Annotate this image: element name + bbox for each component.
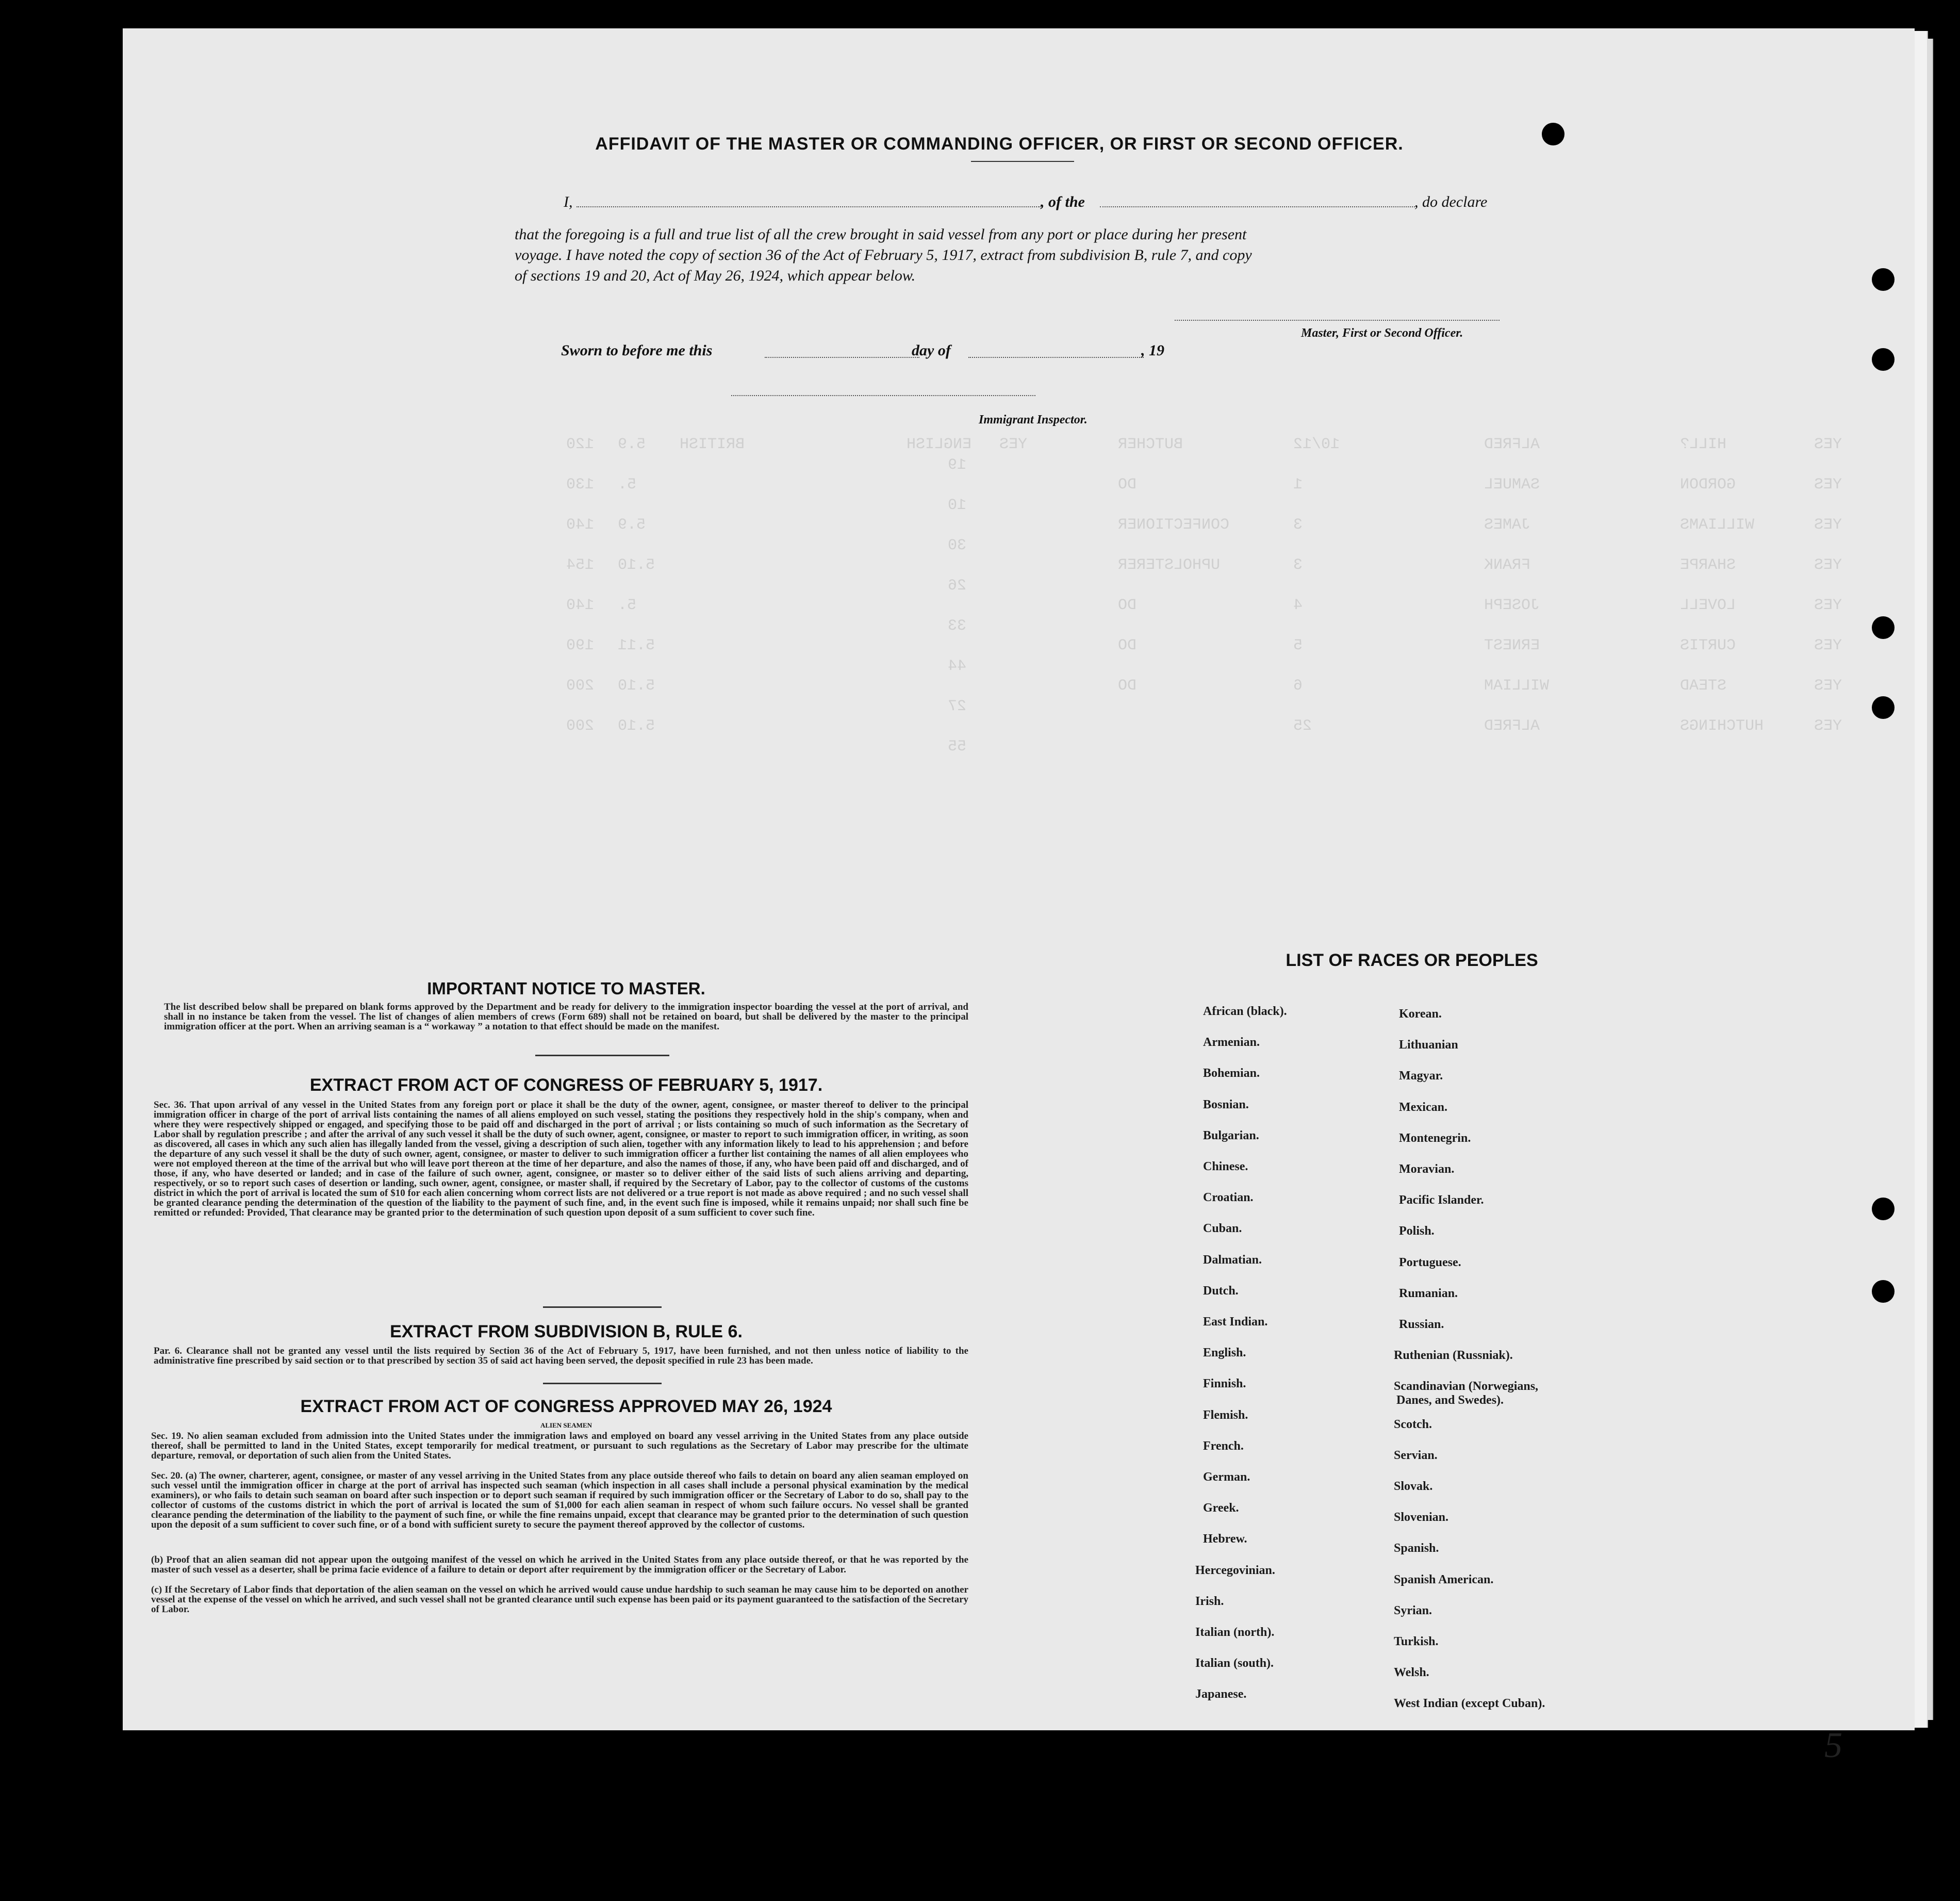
- race-item: English.: [1203, 1346, 1246, 1360]
- race-item: Russian.: [1399, 1318, 1444, 1331]
- margin-mark: 5: [1824, 1726, 1842, 1765]
- bleed-cell: 200: [566, 717, 595, 735]
- vessel-name-field[interactable]: [1100, 206, 1417, 207]
- bleed-age: 33: [948, 617, 967, 635]
- bleed-cell: YES: [999, 436, 1028, 453]
- bleed-cell: 5.11: [618, 637, 655, 654]
- bleed-cell: 25: [1293, 717, 1312, 735]
- race-item: Syrian.: [1394, 1603, 1432, 1617]
- master-caption: Master, First or Second Officer.: [1301, 326, 1463, 340]
- bleed-cell: DO: [1118, 476, 1137, 494]
- bleed-cell: BRITISH: [680, 436, 745, 453]
- bleed-cell: 5.10: [618, 717, 655, 735]
- bleed-cell: UPHOLSTERER: [1118, 556, 1221, 574]
- race-item: Polish.: [1399, 1224, 1435, 1238]
- bleed-cell: YES: [1814, 717, 1842, 735]
- sec-19-text: Sec. 19. No alien seaman excluded from admission into the United States under the immigration laws and employed on board any vessel arriving in the United States from any place outside thereof, shall be permitted to land in the United States, except temporarily for medical treatment, or pursuant to such regulations as the Secretary of Labor may prescribe for the ultimate departure, removal, or deportation of such alien from the United States.: [151, 1431, 968, 1461]
- race-item: Portuguese.: [1399, 1255, 1461, 1269]
- race-item: French.: [1203, 1439, 1244, 1453]
- bleed-cell: JAMES: [1484, 516, 1531, 534]
- bleed-cell: 5.10: [618, 677, 655, 695]
- extract-1917-rule: [543, 1306, 662, 1308]
- subdivision-title: EXTRACT FROM SUBDIVISION B, RULE 6.: [390, 1322, 743, 1341]
- bleed-cell: SHARPE: [1680, 556, 1736, 574]
- bleed-cell: 200: [566, 677, 595, 695]
- affidavit-line-3: of sections 19 and 20, Act of May 26, 1924, which appear below.: [515, 267, 916, 284]
- race-item: East Indian.: [1203, 1315, 1268, 1329]
- bleed-age: 10: [948, 497, 967, 514]
- bleed-cell: 154: [566, 556, 595, 574]
- race-item: Italian (north).: [1195, 1626, 1275, 1639]
- race-item: Mexican.: [1399, 1100, 1447, 1114]
- sworn-month-field[interactable]: [968, 357, 1144, 358]
- binder-hole: [1872, 616, 1895, 639]
- bleed-cell: SAMUEL: [1484, 476, 1540, 494]
- bleed-cell: ALFRED: [1484, 717, 1540, 735]
- race-item: Pacific Islander.: [1399, 1193, 1484, 1207]
- bleed-cell: HUTCHINGS: [1680, 717, 1764, 735]
- bleed-age: 30: [948, 537, 967, 554]
- race-item: Flemish.: [1203, 1408, 1248, 1422]
- binder-hole: [1872, 1198, 1895, 1220]
- race-item: Hercegovinian.: [1195, 1563, 1275, 1577]
- binder-hole: [1872, 1280, 1895, 1303]
- race-item: Slovenian.: [1394, 1511, 1449, 1525]
- bleed-cell: 5.: [618, 597, 637, 614]
- extract-1917-title: EXTRACT FROM ACT OF CONGRESS OF FEBRUARY 5, 1917.: [309, 1075, 823, 1095]
- race-item: Finnish.: [1203, 1377, 1246, 1391]
- bleed-cell: LOVELL: [1680, 597, 1736, 614]
- affidavit-of-the: , of the: [1041, 193, 1085, 210]
- race-item: Turkish.: [1394, 1635, 1439, 1648]
- bleed-cell: 5: [1293, 637, 1303, 654]
- bleed-cell: WILLIAM: [1484, 677, 1550, 695]
- sec-20c-text: (c) If the Secretary of Labor finds that deportation of the alien seaman on the vessel on which he arrived would cause undue hardship to such seaman he may cause him to be deported on another vessel at the expense of the vessel on which he arrived, and such vessel shall not be granted clearance until such expense has been paid or its payment guaranteed to the satisfaction of the Secretary of Labor.: [151, 1584, 968, 1615]
- bleed-cell: STEAD: [1680, 677, 1727, 695]
- bleed-cell: WILLIAMS: [1680, 516, 1755, 534]
- affidavit-title: AFFIDAVIT OF THE MASTER OR COMMANDING OFFICER, OR FIRST OR SECOND OFFICER.: [595, 134, 1404, 154]
- notice-text: The list described below shall be prepared on blank forms approved by the Department and be ready for delivery to the immigration inspector boarding the vessel at the port of arrival, and shall in no instance be taken from the vessel. The list of changes of alien members of crews (Form 689) shall not be retained on board, but shall be delivered by the master to the principal immigration officer at the port. When an arriving seaman is a “ workaway ” a notation to that effect should be made on the manifest.: [164, 1002, 968, 1032]
- race-item: Japanese.: [1195, 1687, 1247, 1701]
- subdivision-text: Par. 6. Clearance shall not be granted any vessel until the lists required by Section 36 of the Act of February 5, 1917, have been furnished, and not then unless notice of liability to the administrative fine prescribed by said section or to that prescribed by section 35 of said act having been served, the deposit specified in rule 23 has been made.: [154, 1346, 968, 1366]
- day-of-label: day of: [912, 342, 951, 359]
- affidavit-line-2: voyage. I have noted the copy of section 36 of the Act of February 5, 1917, extract from subdivision B, rule 7, and copy: [515, 247, 1252, 264]
- race-item: African (black).: [1203, 1005, 1287, 1018]
- affidavit-i-label: I,: [564, 193, 573, 210]
- affidavit-line-1: that the foregoing is a full and true list of all the crew brought in said vessel from any port or place during her present: [515, 226, 1247, 243]
- extract-1917-text: Sec. 36. That upon arrival of any vessel in the United States from any foreign port or place it shall be the duty of the owner, agent, consignee, or master thereof to deliver to the principal immigration officer in charge of the port of arrival lists containing the names of all aliens employed on such vessel, stating the positions they respectively hold in the ship's company, when and where they were respectively shipped or engaged, and specifying those to be paid off and discharged in the port of arrival ; or lists containing so much of such information as the Secretary of Labor shall by regulation prescribe ; and after the arrival of any such vessel it shall be the duty of such owner, agent, consignee, or master to report to such immigration officer, in writing, as soon as discovered, all cases in which any such alien has illegally landed from the vessel, giving a description of such alien, together with any information likely to lead to his apprehension ; and before the departure of any such vessel it shall be the duty of such owner, agent, consignee, or master to deliver to such immigration officer a further list containing the names of all alien employees who were not employed thereon at the time of the arrival but who will leave port thereon at the time of her departure, and also the names of those, if any, who have been paid off and discharged, and of those, if any, who have deserted or landed; and in case of the failure of such owner, agent, consignee, or master so to deliver either of the said lists of such aliens arriving and departing, respectively, or so to report such cases of desertion or landing, such owner, agent, consignee, or master shall, if required by the Secretary of Labor, pay to the collector of customs of the customs district in which the port of arrival is located the sum of $10 for each alien concerning whom correct lists are not delivered or a true report is not made as above required ; and no such vessel shall be granted clearance pending the determination of the question of the liability to the payment of such fine, and, in the event such fine is imposed, while it remains unpaid; nor shall such fine be remitted or refunded: Provided, That clearance may be granted prior to the determination of such question upon deposit of a sum sufficient to cover such fine.: [154, 1100, 968, 1218]
- bleed-cell: DO: [1118, 677, 1137, 695]
- bleed-cell: ERNEST: [1484, 637, 1540, 654]
- bleed-cell: CONFECTIONER: [1118, 516, 1230, 534]
- bleed-cell: 1: [1293, 476, 1303, 494]
- bleed-age: 55: [948, 738, 967, 756]
- bleed-age: 27: [948, 698, 967, 715]
- bleed-age: 44: [948, 658, 967, 675]
- bleed-cell: 5.9: [618, 516, 646, 534]
- race-item: Scandinavian (Norwegians,: [1394, 1380, 1539, 1394]
- race-item: Irish.: [1195, 1594, 1224, 1608]
- race-item: Hebrew.: [1203, 1532, 1247, 1546]
- bleed-age: 19: [948, 456, 967, 474]
- race-item: Dalmatian.: [1203, 1253, 1262, 1267]
- bleed-cell: 5.10: [618, 556, 655, 574]
- binder-hole: [1872, 268, 1895, 291]
- race-scandinavian-continued: Danes, and Swedes).: [1396, 1394, 1504, 1407]
- bleed-cell: ENGLISH: [907, 436, 972, 453]
- bleed-cell: 130: [566, 476, 595, 494]
- race-item: Bosnian.: [1203, 1097, 1249, 1111]
- bleed-cell: DO: [1118, 597, 1137, 614]
- race-item: Bulgarian.: [1203, 1128, 1259, 1142]
- race-item: Armenian.: [1203, 1036, 1260, 1050]
- race-item: Cuban.: [1203, 1222, 1242, 1236]
- sec-20b-text: (b) Proof that an alien seaman did not appear upon the outgoing manifest of the vessel on which he arrived in the United States from any place outside thereof, or that he was reported by the master of such vessel as a deserter, shall be prima facie evidence of a failure to detain or deport after requirement by the immigration officer or the Secretary of Labor.: [151, 1554, 968, 1575]
- race-item: Welsh.: [1394, 1666, 1429, 1680]
- race-item: West Indian (except Cuban).: [1394, 1697, 1545, 1711]
- bleed-cell: FRANK: [1484, 556, 1531, 574]
- inspector-caption: Immigrant Inspector.: [979, 413, 1088, 427]
- race-item: Montenegrin.: [1399, 1131, 1471, 1145]
- race-item: Dutch.: [1203, 1284, 1239, 1298]
- declarant-name-field[interactable]: [577, 206, 1041, 207]
- bleed-cell: 140: [566, 516, 595, 534]
- bleed-cell: 10/12: [1293, 436, 1340, 453]
- bleed-age: 26: [948, 577, 967, 595]
- bleed-cell: DO: [1118, 637, 1137, 654]
- race-item: Slovak.: [1394, 1480, 1433, 1493]
- subdivision-rule: [543, 1383, 662, 1384]
- document-sheet: [123, 28, 1915, 1765]
- title-rule: [971, 161, 1074, 162]
- bleed-cell: BUTCHER: [1118, 436, 1183, 453]
- bleed-cell: GORDON: [1680, 476, 1736, 494]
- extract-1924-title: EXTRACT FROM ACT OF CONGRESS APPROVED MAY 26, 1924: [300, 1397, 832, 1416]
- bleed-cell: YES: [1814, 597, 1842, 614]
- race-item: Scotch.: [1394, 1417, 1432, 1431]
- race-item: Bohemian.: [1203, 1067, 1260, 1080]
- race-item: Greek.: [1203, 1501, 1239, 1515]
- inspector-signature-field[interactable]: [731, 395, 1035, 396]
- sworn-label: Sworn to before me this: [561, 342, 713, 359]
- sec-20a-text: Sec. 20. (a) The owner, charterer, agent, consignee, or master of any vessel arriving in the United States from any place outside thereof who fails to detain on board any alien seaman employed on such vessel until the immigration officer in charge at the port of arrival has inspected such seaman (which inspection in all cases shall include a personal physical examination by the medical examiners), or who fails to detain such seaman on board after such inspection or to deport such seaman if required by such immigration officer or the Secretary of Labor to do so, shall pay to the collector of customs of the customs district in which the port of arrival is located the sum of $1,000 for each alien seaman in respect of whom such failure occurs. No vessel shall be granted clearance pending the determination of the liability to the payment of such fine, or while the fine remains unpaid, except that clearance may be granted prior to the determination of such question upon the deposit of a sum sufficient to cover such fine, or of a bond with sufficient surety to secure the payment thereof approved by the collector of customs.: [151, 1470, 968, 1530]
- binder-hole: [1872, 348, 1895, 371]
- bleed-cell: 6: [1293, 677, 1303, 695]
- bleed-cell: 190: [566, 637, 595, 654]
- race-item: Chinese.: [1203, 1160, 1248, 1173]
- bleed-cell: 5.9: [618, 436, 646, 453]
- bleed-cell: YES: [1814, 556, 1842, 574]
- year-label: , 19: [1141, 342, 1164, 359]
- notice-title: IMPORTANT NOTICE TO MASTER.: [427, 979, 705, 998]
- bleed-cell: YES: [1814, 637, 1842, 654]
- race-item: German.: [1203, 1470, 1250, 1484]
- race-item: Croatian.: [1203, 1191, 1254, 1205]
- alien-seamen-subtitle: ALIEN SEAMEN: [540, 1421, 592, 1429]
- race-item: Italian (south).: [1195, 1657, 1274, 1670]
- bleed-cell: YES: [1814, 677, 1842, 695]
- race-item: Rumanian.: [1399, 1286, 1458, 1300]
- bleed-cell: JOSEPH: [1484, 597, 1540, 614]
- bleed-cell: 4: [1293, 597, 1303, 614]
- race-item: Lithuanian: [1399, 1038, 1458, 1052]
- bleed-cell: 120: [566, 436, 595, 453]
- race-item: Ruthenian (Russniak).: [1394, 1349, 1513, 1363]
- binder-hole: [1542, 123, 1564, 145]
- bleed-cell: YES: [1814, 516, 1842, 534]
- race-item: Servian.: [1394, 1448, 1438, 1462]
- bleed-cell: 3: [1293, 556, 1303, 574]
- bleed-cell: HILL?: [1680, 436, 1727, 453]
- binder-hole: [1872, 696, 1895, 719]
- race-item: Moravian.: [1399, 1162, 1455, 1176]
- race-item: Spanish American.: [1394, 1572, 1494, 1586]
- bleed-cell: 3: [1293, 516, 1303, 534]
- affidavit-do-declare: , do declare: [1414, 193, 1488, 210]
- stacked-page-edge: [1915, 31, 1928, 1728]
- races-title: LIST OF RACES OR PEOPLES: [1286, 951, 1538, 970]
- notice-rule: [535, 1055, 669, 1056]
- race-item: Magyar.: [1399, 1069, 1443, 1083]
- bleed-cell: CURTIS: [1680, 637, 1736, 654]
- stacked-page-edge-2: [1927, 39, 1933, 1720]
- bleed-cell: YES: [1814, 476, 1842, 494]
- bleed-cell: YES: [1814, 436, 1842, 453]
- race-item: Spanish.: [1394, 1542, 1439, 1555]
- bleed-cell: 140: [566, 597, 595, 614]
- master-signature-field[interactable]: [1175, 320, 1500, 321]
- sworn-day-field[interactable]: [765, 357, 919, 358]
- bleed-cell: ALFRED: [1484, 436, 1540, 453]
- race-item: Korean.: [1399, 1007, 1442, 1021]
- bleed-cell: 5.: [618, 476, 637, 494]
